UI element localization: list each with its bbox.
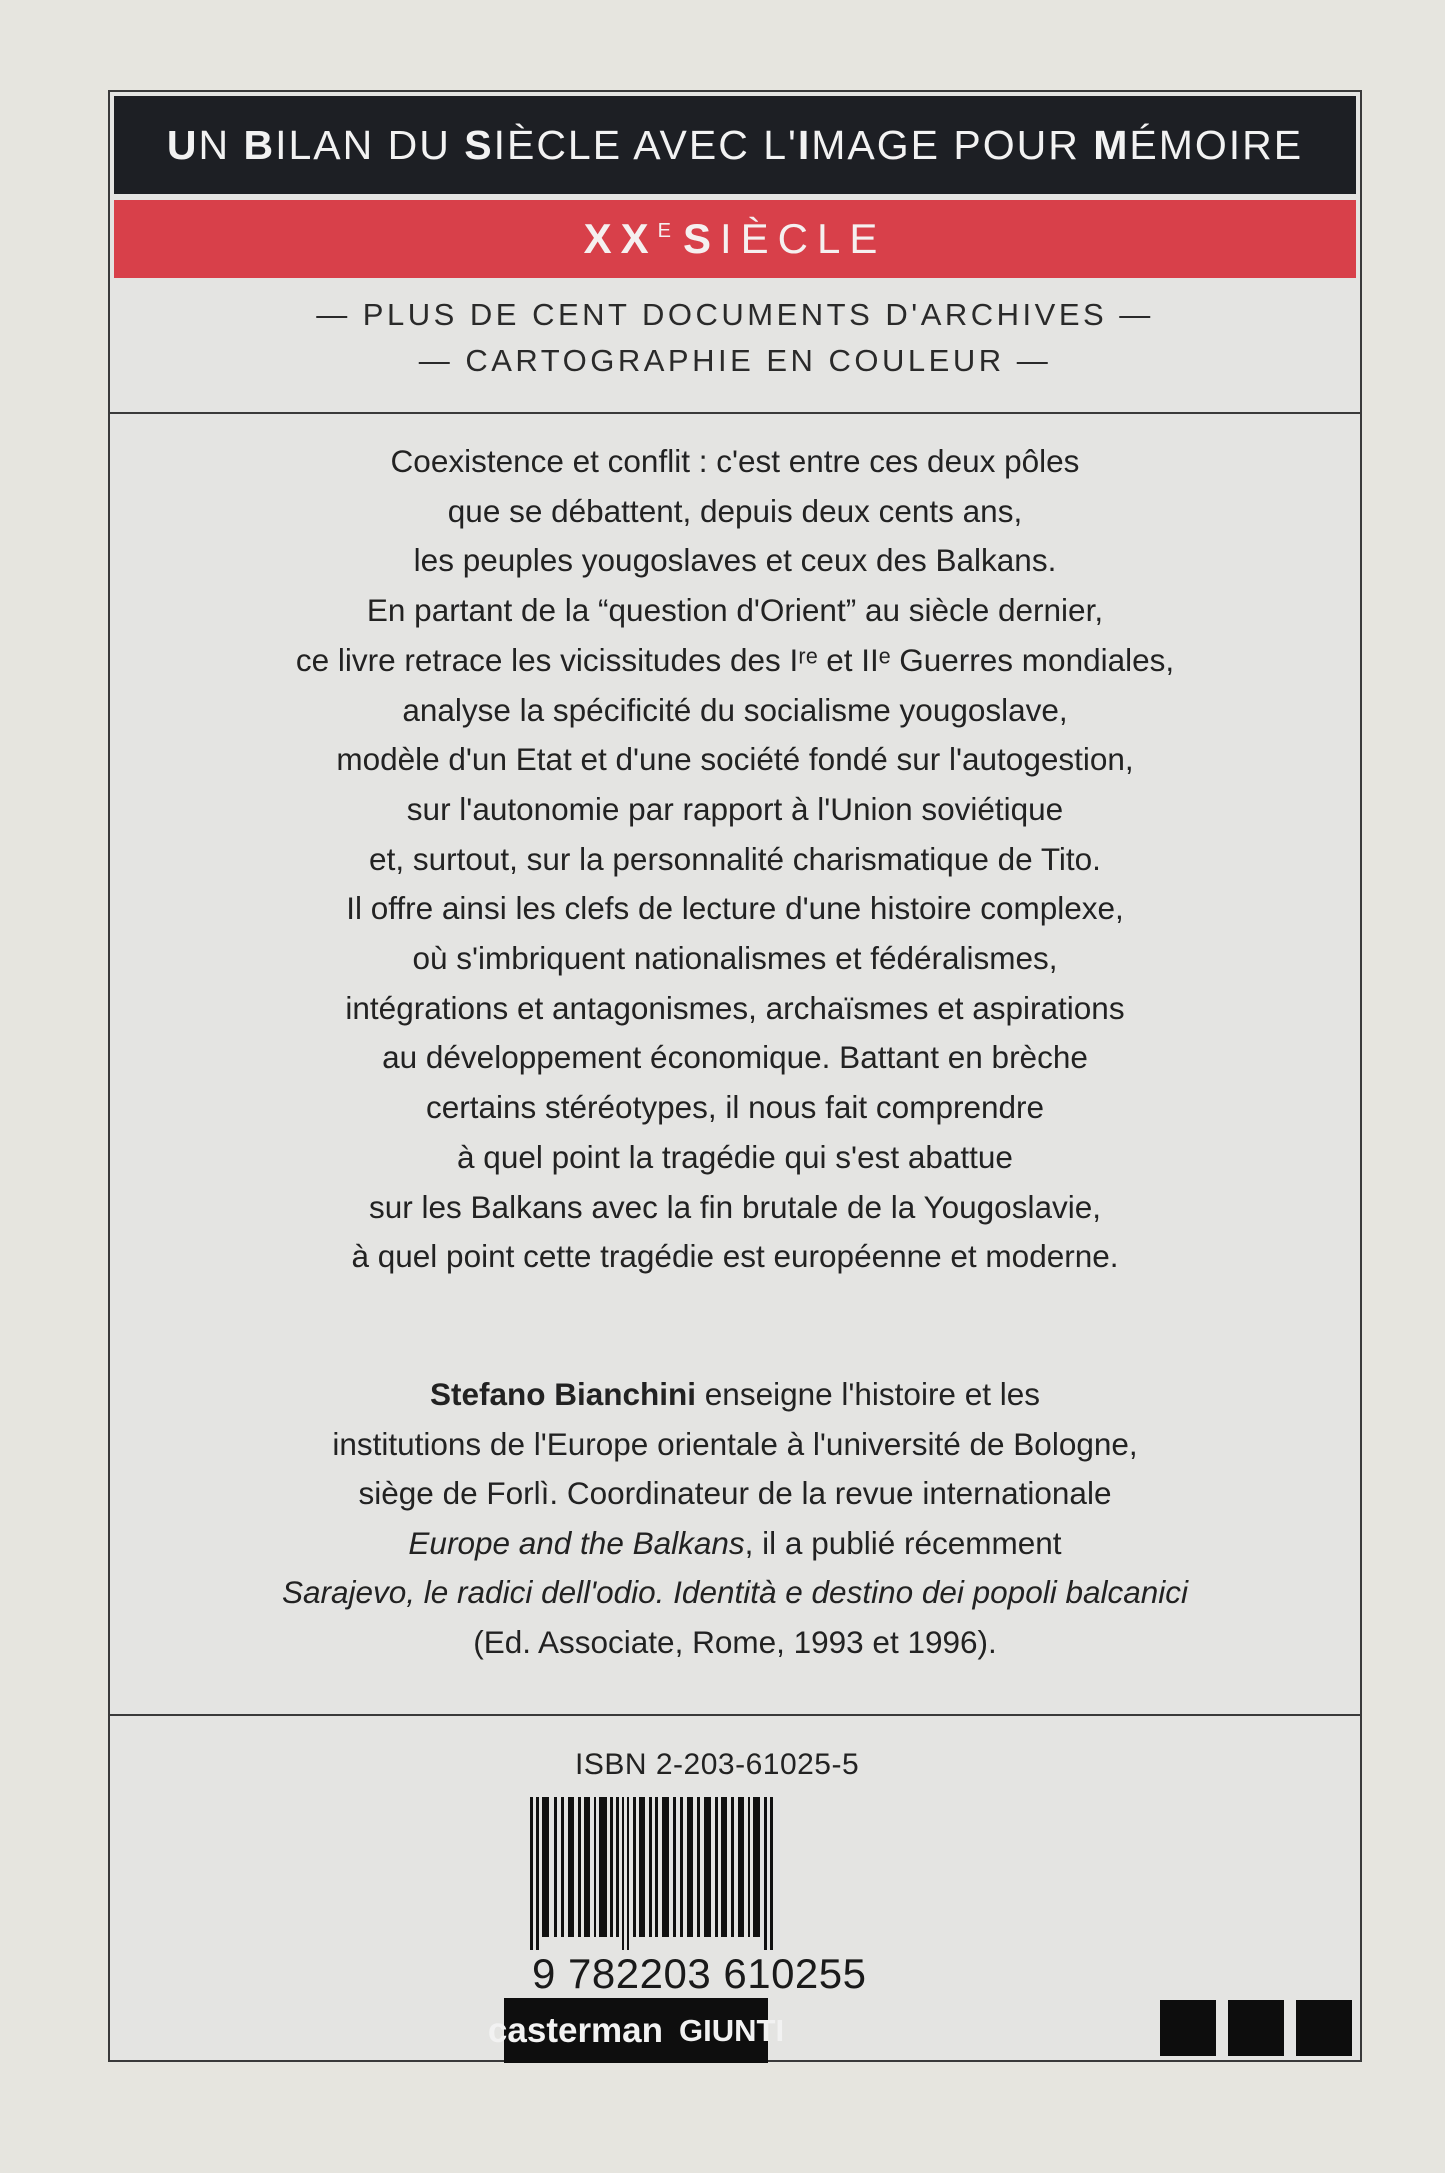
series-title-roman: XX xyxy=(583,215,658,262)
publisher-giunti: GIUNTI xyxy=(679,2012,785,2048)
ean-number: 9 782203 610255 xyxy=(532,1950,867,1997)
banner-word: MAGE POUR xyxy=(811,121,1094,168)
blurb-line: certains stéréotypes, il nous fait comprendre xyxy=(425,1089,1045,1126)
blurb-line: modèle d'un Etat et d'une société fondé sur l'autogestion, xyxy=(336,741,1134,778)
isbn: ISBN 2-203-61025-5 xyxy=(575,1748,860,1781)
series-banner xyxy=(114,96,1356,194)
banner-cap: I xyxy=(797,121,812,168)
banner-cap: M xyxy=(1093,121,1130,168)
blurb-line: intégrations et antagonismes, archaïsmes et aspirations xyxy=(345,989,1125,1026)
publisher-logo xyxy=(487,1998,785,2063)
banner-word: ÉMOIRE xyxy=(1129,121,1304,168)
square-icon xyxy=(1296,2000,1352,2056)
blurb xyxy=(110,437,1360,1282)
banner-word: ILAN DU xyxy=(275,121,465,168)
author-bio xyxy=(110,1370,1360,1667)
bio-line xyxy=(110,1568,1360,1618)
subtitle-line: — CARTOGRAPHIE EN COULEUR — xyxy=(418,343,1052,378)
blurb-line: que se débattent, depuis deux cents ans, xyxy=(447,492,1023,529)
blurb-line: ce livre retrace les vicissitudes des Iʳᵉ et IIᵉ Guerres mondiales, xyxy=(295,641,1175,678)
blurb-line: Coexistence et conflit : c'est entre ces deux pôles xyxy=(390,443,1080,479)
author-name: Stefano Bianchini xyxy=(430,1376,697,1412)
blurb-line: au développement économique. Battant en brèche xyxy=(382,1039,1088,1076)
blurb-line: où s'imbriquent nationalismes et fédéralismes, xyxy=(412,940,1058,977)
bio-text: enseigne l'histoire et les xyxy=(696,1376,1040,1412)
series-title-band xyxy=(114,200,1356,278)
blurb-line: sur l'autonomie par rapport à l'Union soviétique xyxy=(406,790,1064,827)
blurb-line: et, surtout, sur la personnalité charismatique de Tito. xyxy=(369,840,1101,877)
series-title xyxy=(584,215,887,263)
bio-line: (Ed. Associate, Rome, 1993 et 1996). xyxy=(473,1623,997,1660)
banner-word: N xyxy=(198,121,244,168)
blurb-line: à quel point cette tragédie est européenne et moderne. xyxy=(351,1238,1119,1275)
bio-line xyxy=(110,1519,1360,1569)
decorative-squares xyxy=(1160,2000,1352,2056)
divider xyxy=(110,1714,1360,1716)
square-icon xyxy=(1228,2000,1284,2056)
banner-cap: U xyxy=(166,121,199,168)
bio-line xyxy=(110,1370,1360,1420)
series-title-cap: S xyxy=(682,215,720,262)
journal-title: Europe and the Balkans xyxy=(408,1524,745,1561)
square-icon xyxy=(1160,2000,1216,2056)
blurb-line: les peuples yougoslaves et ceux des Balkans. xyxy=(413,542,1057,579)
barcode-icon xyxy=(520,1797,790,1957)
blurb-line: En partant de la “question d'Orient” au siècle dernier, xyxy=(366,592,1104,629)
publisher-casterman: casterman xyxy=(487,2010,664,2050)
series-title-rest: IÈCLE xyxy=(720,215,887,262)
bio-line: institutions de l'Europe orientale à l'université de Bologne, xyxy=(332,1425,1138,1462)
subtitle-line: — PLUS DE CENT DOCUMENTS D'ARCHIVES — xyxy=(316,297,1154,332)
series-title-sup: E xyxy=(657,220,671,242)
bio-line: siège de Forlì. Coordinateur de la revue internationale xyxy=(358,1475,1112,1511)
back-cover-frame xyxy=(108,90,1362,2062)
blurb-line: à quel point la tragédie qui s'est abattue xyxy=(457,1138,1013,1175)
bio-text: , il a publié récemment xyxy=(744,1524,1062,1561)
series-subtitles xyxy=(110,292,1360,412)
series-banner-text xyxy=(167,122,1303,169)
banner-cap: S xyxy=(464,121,494,168)
blurb-line: Il offre ainsi les clefs de lecture d'une histoire complexe, xyxy=(346,890,1124,927)
blurb-line: sur les Balkans avec la fin brutale de la Yougoslavie, xyxy=(369,1188,1101,1225)
divider xyxy=(110,412,1360,414)
banner-cap: B xyxy=(243,121,276,168)
banner-word: IÈCLE AVEC L' xyxy=(493,121,798,168)
blurb-line: analyse la spécificité du socialisme yougoslave, xyxy=(402,691,1068,728)
book-title: Sarajevo, le radici dell'odio. Identità e destino dei popoli balcanici xyxy=(281,1574,1189,1610)
